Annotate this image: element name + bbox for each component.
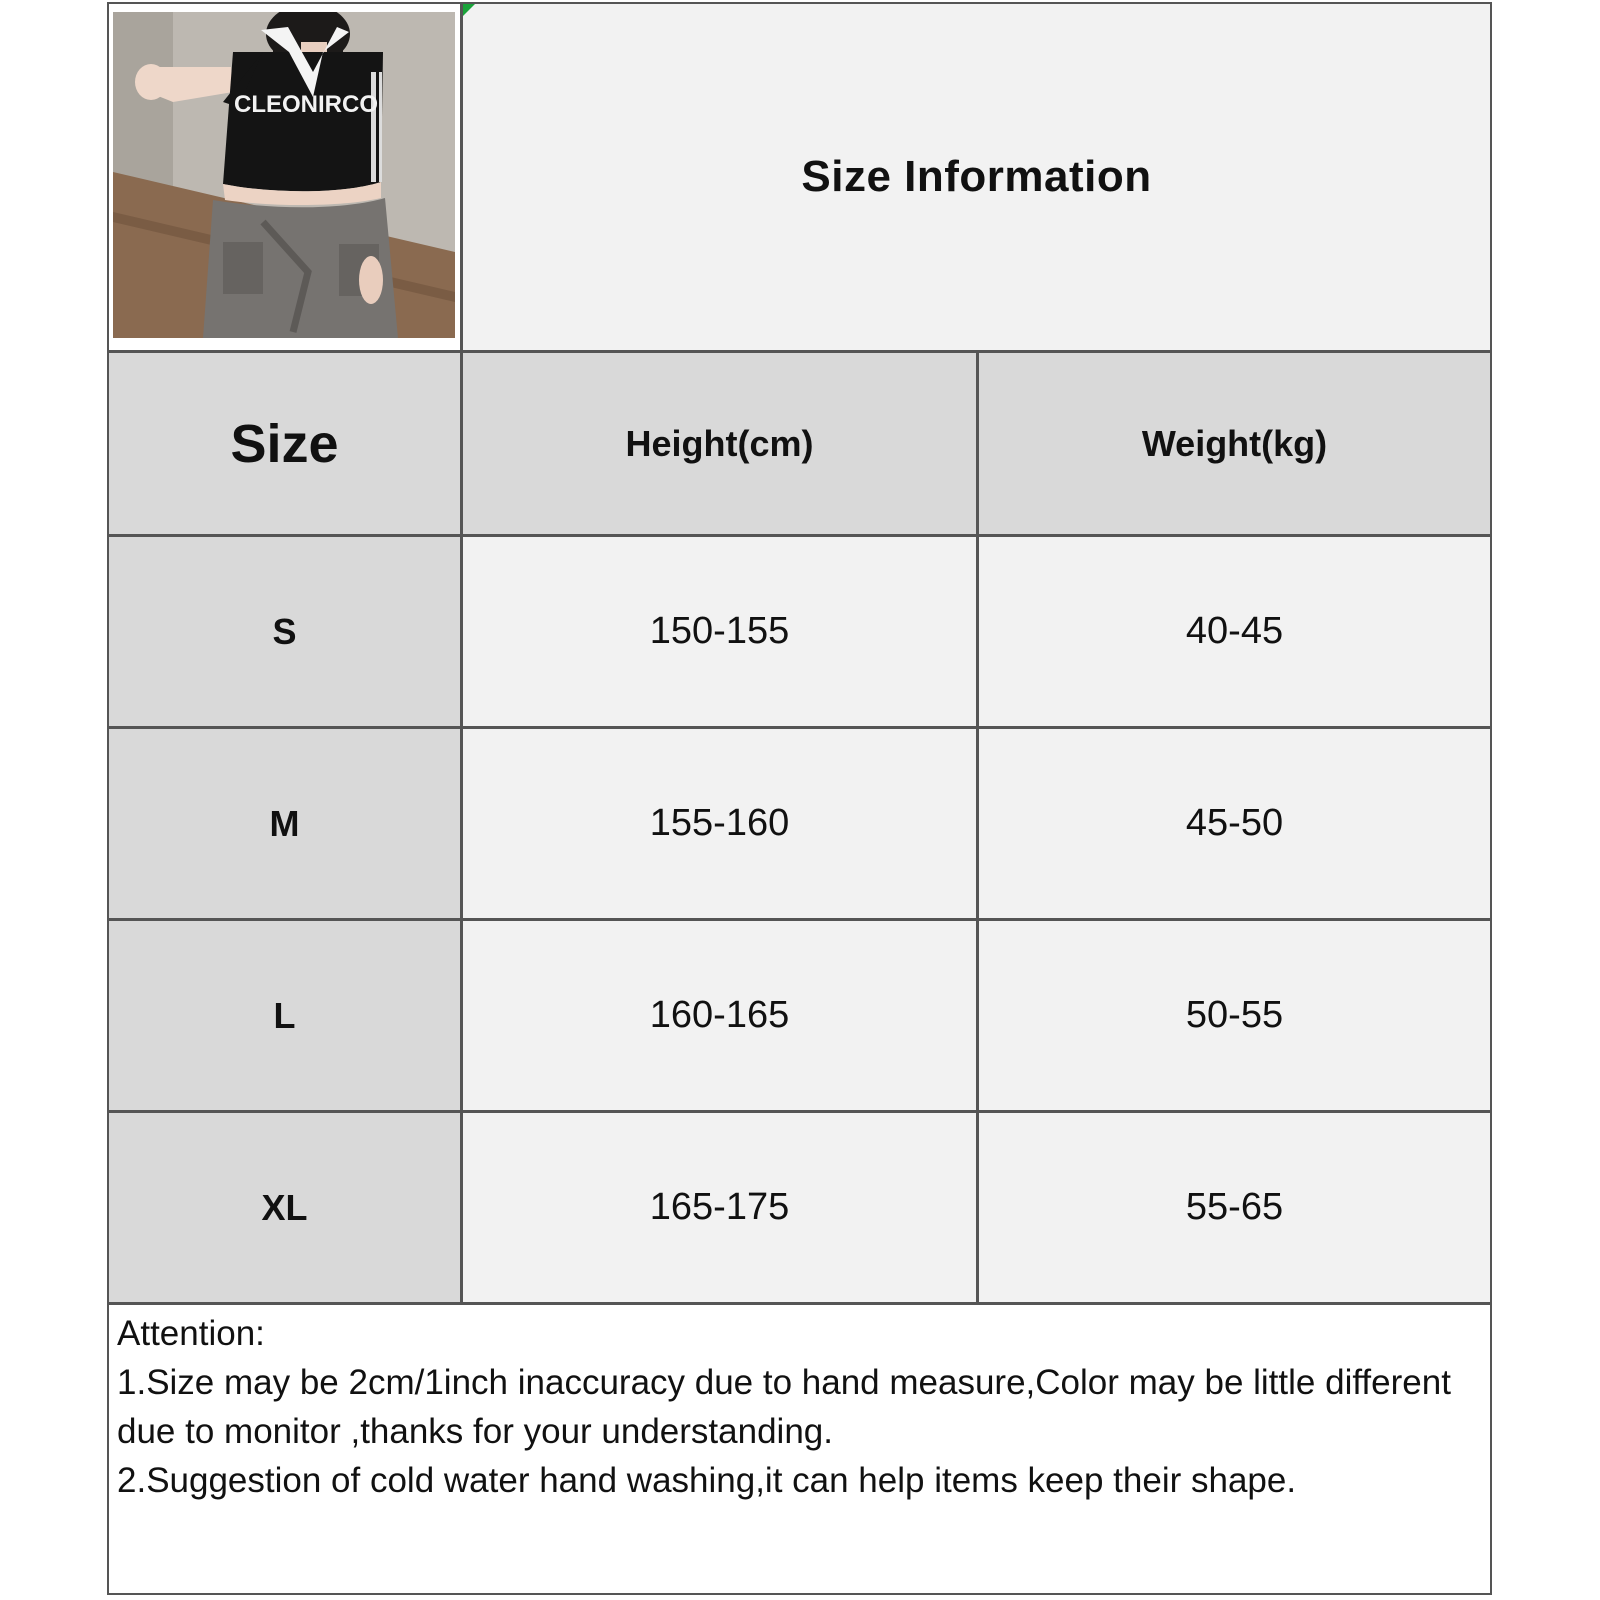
column-header-weight: Weight(kg) <box>979 353 1490 534</box>
header-row <box>109 4 1490 353</box>
product-photo-cell <box>109 4 463 350</box>
height-cell: 155-160 <box>463 729 979 918</box>
table-row <box>109 921 1490 1113</box>
size-table <box>109 353 1490 1305</box>
column-header-height: Height(cm) <box>463 353 979 534</box>
table-row <box>109 537 1490 729</box>
product-photo <box>113 12 455 338</box>
table-row <box>109 1113 1490 1305</box>
column-header-size: Size <box>109 353 463 534</box>
note-line: 2.Suggestion of cold water hand washing,it can help items keep their shape. <box>117 1461 1297 1500</box>
size-cell: XL <box>109 1113 463 1302</box>
weight-cell: 50-55 <box>979 921 1490 1110</box>
weight-cell: 45-50 <box>979 729 1490 918</box>
notes-heading: Attention: <box>117 1314 265 1353</box>
height-cell: 165-175 <box>463 1113 979 1302</box>
size-cell: S <box>109 537 463 726</box>
weight-cell: 55-65 <box>979 1113 1490 1302</box>
size-cell: L <box>109 921 463 1110</box>
table-header-row <box>109 353 1490 537</box>
height-cell: 160-165 <box>463 921 979 1110</box>
title-cell <box>463 4 1490 350</box>
weight-cell: 40-45 <box>979 537 1490 726</box>
table-row <box>109 729 1490 921</box>
size-cell: M <box>109 729 463 918</box>
page-title: Size Information <box>801 152 1152 201</box>
height-cell: 150-155 <box>463 537 979 726</box>
note-line: 1.Size may be 2cm/1inch inaccuracy due to hand measure,Color may be little different due to monitor ,thanks for your understanding. <box>117 1363 1451 1451</box>
size-chart <box>107 2 1492 1595</box>
shirt-print-text: CLEONIRCO <box>234 91 378 118</box>
cell-corner-marker <box>463 4 475 16</box>
attention-notes <box>109 1305 1490 1593</box>
